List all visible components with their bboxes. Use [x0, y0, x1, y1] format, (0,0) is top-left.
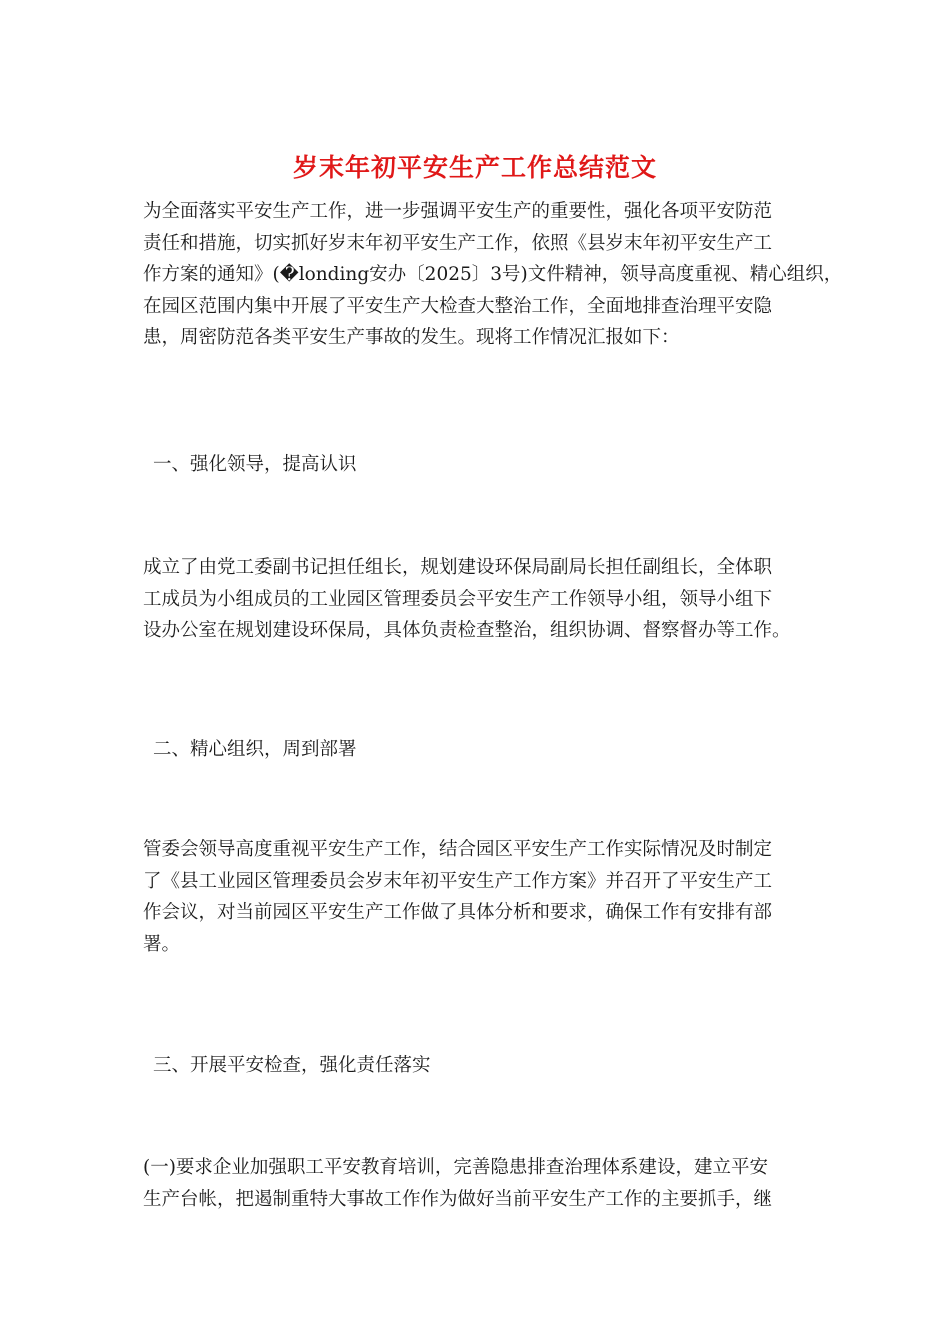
section2-line: 作会议，对当前园区平安生产工作做了具体分析和要求，确保工作有安排有部 [143, 902, 773, 923]
intro-line: 患，周密防范各类平安生产事故的发生。现将工作情况汇报如下： [143, 327, 680, 348]
intro-paragraph [143, 196, 843, 354]
section1-line: 成立了由党工委副书记担任组长，规划建设环保局副局长担任副组长，全体职 [143, 557, 773, 578]
section1-line: 工成员为小组成员的工业园区管理委员会平安生产工作领导小组，领导小组下 [143, 588, 773, 610]
document-title: 岁末年初平安生产工作总结范文 [292, 153, 657, 182]
section3-heading: 三、开展平安检查，强化责任落实 [153, 1055, 431, 1076]
section1-line: 设办公室在规划建设环保局，具体负责检查整治，组织协调、督察督办等工作。 [143, 620, 791, 641]
section2-paragraph [143, 834, 811, 960]
section3-line: 生产台帐，把遏制重特大事故工作作为做好当前平安生产工作的主要抓手，继 [143, 1188, 773, 1210]
intro-line: 责任和措施，切实抓好岁末年初平安生产工作，依照《县岁末年初平安生产工 [143, 232, 773, 254]
intro-line: 在园区范围内集中开展了平安生产大检查大整治工作，全面地排查治理平安隐 [143, 295, 773, 317]
section2-heading: 二、精心组织，周到部署 [153, 739, 357, 760]
section1-heading: 一、强化领导，提高认识 [153, 454, 357, 475]
section2-line: 署。 [143, 933, 181, 955]
section2-line: 管委会领导高度重视平安生产工作，结合园区平安生产工作实际情况及时制定 [143, 839, 773, 860]
section3-line: (一)要求企业加强职工平安教育培训，完善隐患排查治理体系建设，建立平安 [143, 1157, 768, 1178]
section1-paragraph [143, 552, 811, 647]
intro-line: 为全面落实平安生产工作，进一步强调平安生产的重要性，强化各项平安防范 [143, 201, 773, 222]
intro-line: 作方案的通知》(�londing安办〔2025〕3号)文件精神，领导高度重视、精心组织， [143, 264, 843, 285]
section3-paragraph [143, 1152, 811, 1215]
section2-line: 了《县工业园区管理委员会岁末年初平安生产工作方案》并召开了平安生产工 [143, 870, 773, 892]
